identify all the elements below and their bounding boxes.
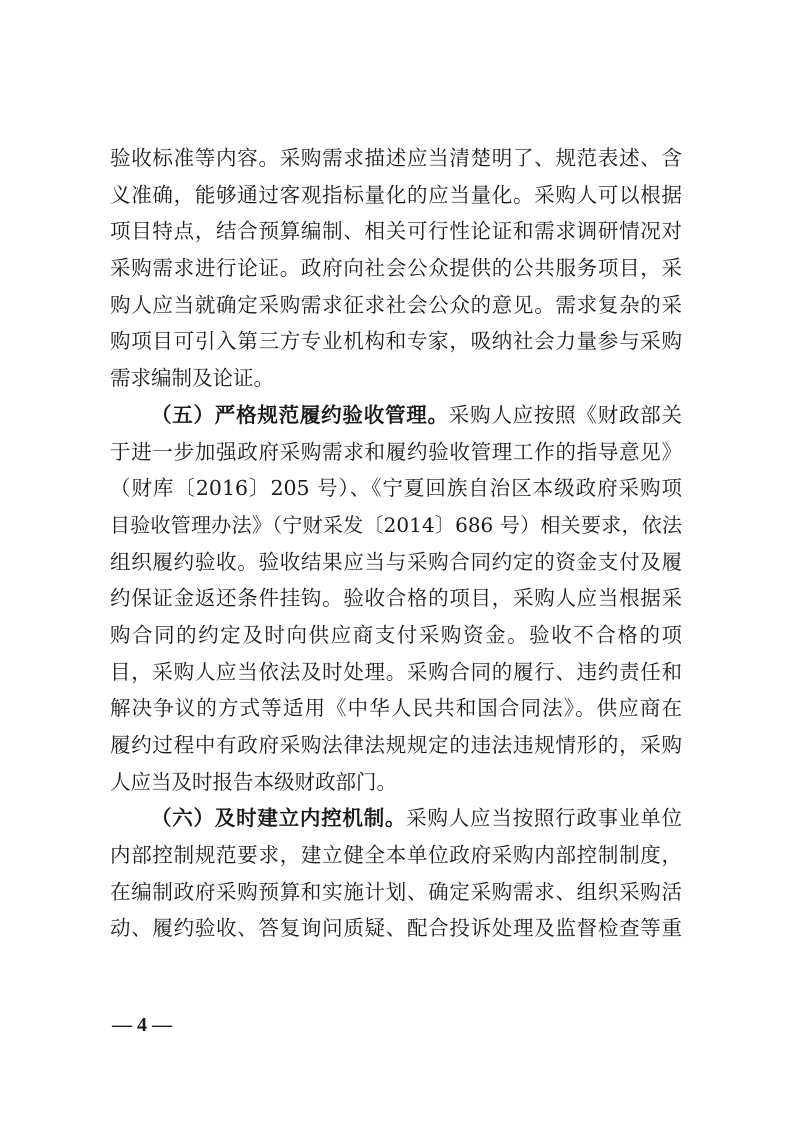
paragraph-line: 解决争议的方式等适用《中华人民共和国合同法》。供应商在 <box>110 696 682 721</box>
paragraph-line: 内部控制规范要求，建立健全本单位政府采购内部控制制度， <box>110 843 682 868</box>
paragraph-line: 动、履约验收、答复询问质疑、配合投诉处理及监督检查等重 <box>110 916 682 941</box>
paragraph-line: 需求编制及论证。 <box>110 366 274 391</box>
paragraph-line: 履约过程中有政府采购法律法规规定的违法违规情形的，采购 <box>110 733 682 757</box>
section-6-heading: （六）及时建立内控机制。 <box>151 806 407 831</box>
paragraph-line: 购人应当就确定采购需求征求社会公众的意见。需求复杂的采 <box>110 292 682 317</box>
section-6-first-line-text: 采购人应当按照行政事业单位 <box>406 806 682 831</box>
paragraph-line: 义准确，能够通过客观指标量化的应当量化。采购人可以根据 <box>110 182 682 207</box>
paragraph-line: 组织履约验收。验收结果应当与采购合同约定的资金支付及履 <box>110 549 682 574</box>
paragraph-line: 于进一步加强政府采购需求和履约验收管理工作的指导意见》 <box>110 439 682 464</box>
paragraph-line: 在编制政府采购预算和实施计划、确定采购需求、组织采购活 <box>110 879 682 904</box>
section-5-first-line-text: 采购人应按照《财政部关 <box>448 402 682 427</box>
section-6-first-line <box>110 800 682 837</box>
page-number: — 4 — <box>112 1014 172 1036</box>
paragraph-line: 人应当及时报告本级财政部门。 <box>110 769 397 794</box>
paragraph-line: 购项目可引入第三方专业机构和专家，吸纳社会力量参与采购 <box>110 329 682 354</box>
paragraph-line: （财库〔2016〕205 号）、《宁夏回族自治区本级政府采购项 <box>110 476 682 501</box>
section-5-first-line <box>110 397 682 434</box>
paragraph-line: 目验收管理办法》（宁财采发〔2014〕686 号）相关要求，依法 <box>110 512 682 537</box>
paragraph-line: 验收标准等内容。采购需求描述应当清楚明了、规范表述、含 <box>110 146 682 170</box>
paragraph-line: 目，采购人应当依法及时处理。采购合同的履行、违约责任和 <box>110 659 682 684</box>
paragraph-line: 约保证金返还条件挂钩。验收合格的项目，采购人应当根据采 <box>110 586 682 611</box>
paragraph-line: 采购需求进行论证。政府向社会公众提供的公共服务项目，采 <box>110 256 682 281</box>
paragraph-line: 项目特点，结合预算编制、相关可行性论证和需求调研情况对 <box>110 219 682 244</box>
paragraph-line: 购合同的约定及时向供应商支付采购资金。验收不合格的项 <box>110 622 682 647</box>
document-body <box>110 140 682 947</box>
section-5-heading: （五）严格规范履约验收管理。 <box>151 402 449 427</box>
